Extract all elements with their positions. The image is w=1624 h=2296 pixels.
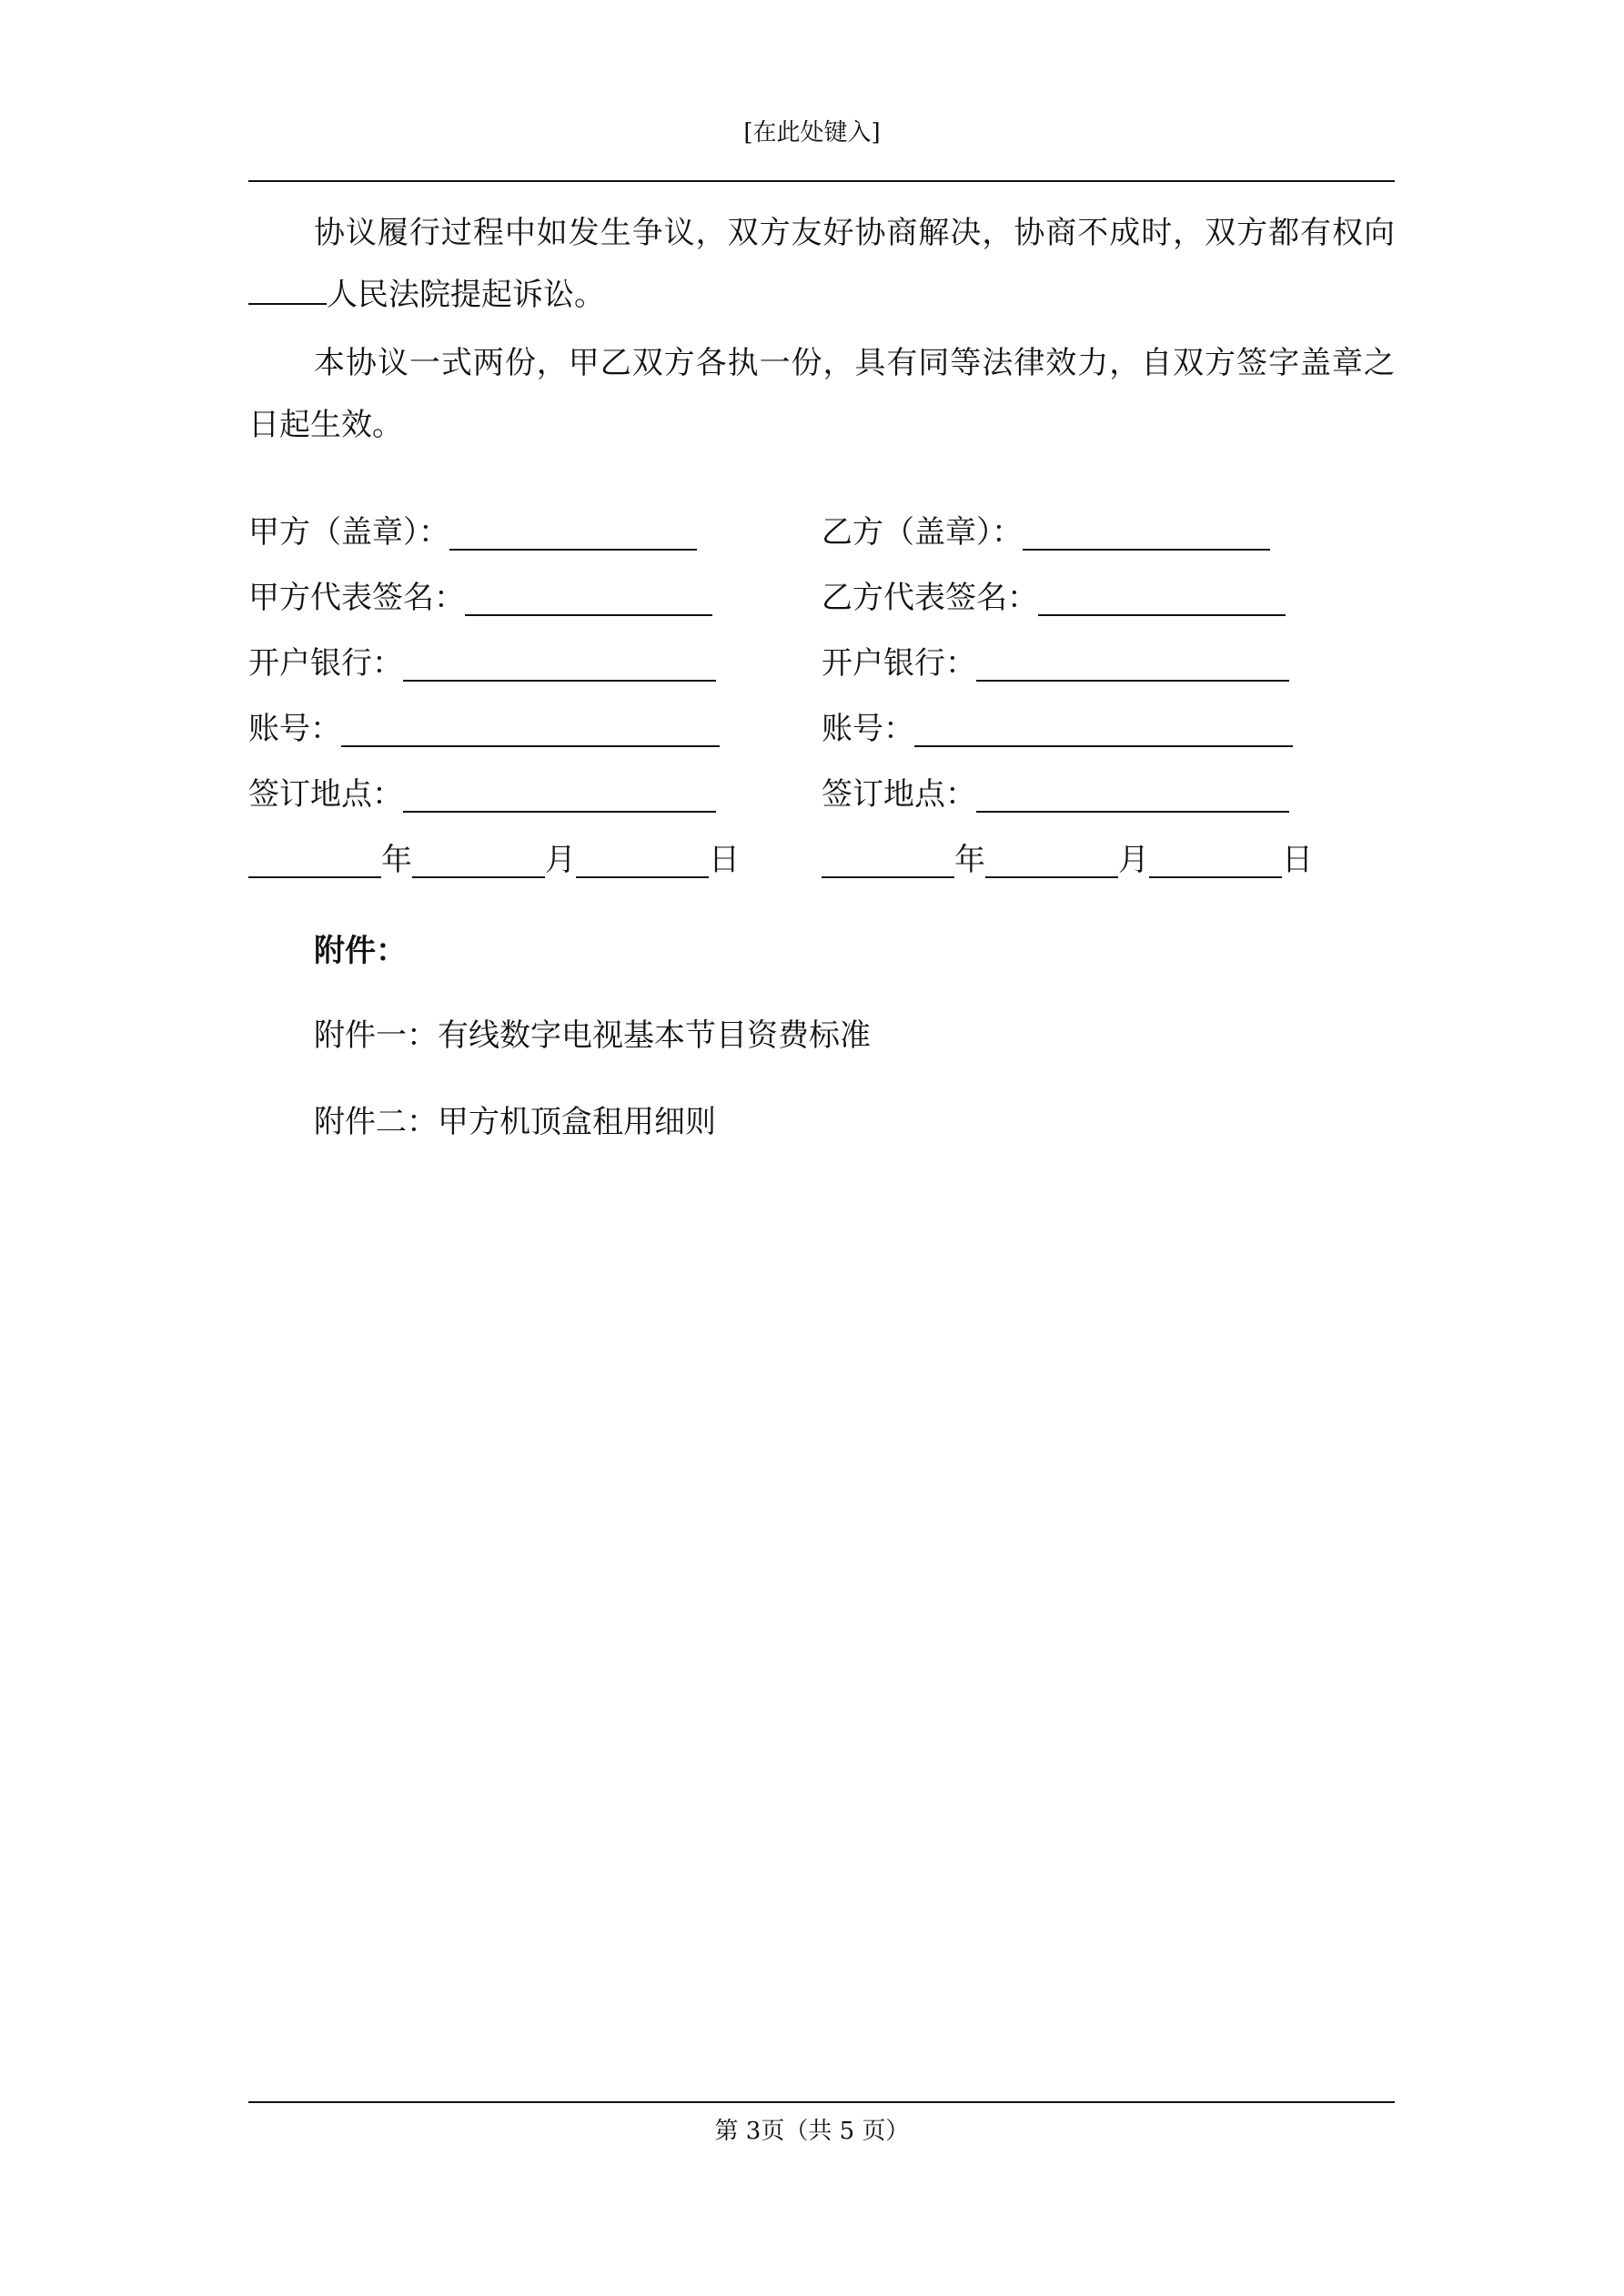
party-a-bank-label: 开户银行： [248,645,403,682]
party-a-day-field[interactable] [576,833,709,878]
header-divider [248,180,1395,182]
party-b-account-label: 账号： [822,711,914,747]
party-a-account-row [248,702,794,767]
party-a-month-field[interactable] [412,833,545,878]
party-a-seal-label: 甲方（盖章）： [248,514,449,551]
court-name-blank[interactable] [248,276,327,305]
party-a-day-label: 日 [709,842,740,878]
party-b-day-label: 日 [1282,842,1313,878]
footer-divider [248,2101,1395,2103]
party-b-seal-row [822,505,1367,571]
party-b-year-field[interactable] [822,833,954,878]
party-a-representative-field[interactable] [465,571,712,616]
page-number-footer: 第 3页（共 5 页） [714,2118,910,2145]
party-a-representative-row [248,571,794,636]
validity-clause-paragraph: 本协议一式两份，甲乙双方各执一份，具有同等法律效力，自双方签字盖章之日起生效。 [248,345,1395,443]
party-b-seal-label: 乙方（盖章）： [822,514,1023,551]
attachments-title: 附件： [314,933,407,969]
party-b-month-label: 月 [1118,842,1149,878]
party-b-account-row [822,702,1367,767]
attachment-item-2: 附件二：甲方机顶盒租用细则 [314,1104,716,1140]
party-a-place-row [248,767,794,833]
party-b-representative-row [822,571,1367,636]
party-b-bank-row [822,636,1367,702]
party-b-seal-field[interactable] [1023,505,1270,551]
party-a-account-label: 账号： [248,711,341,747]
party-a-month-label: 月 [545,842,576,878]
dispute-clause-text-before: 协议履行过程中如发生争议，双方友好协商解决，协商不成时，双方都有权向 [314,215,1395,251]
party-b-signature-block [822,505,1367,898]
dispute-clause-text-after: 人民法院提起诉讼。 [327,277,605,313]
party-b-place-label: 签订地点： [822,776,976,813]
party-b-bank-label: 开户银行： [822,645,976,682]
party-a-seal-field[interactable] [449,505,697,551]
party-a-bank-row [248,636,794,702]
party-b-day-field[interactable] [1149,833,1282,878]
party-a-year-label: 年 [381,842,412,878]
party-b-month-field[interactable] [985,833,1118,878]
party-a-seal-row [248,505,794,571]
party-b-place-field[interactable] [976,767,1289,813]
party-b-place-row [822,767,1367,833]
party-b-date-row [822,833,1367,898]
party-a-signature-block [248,505,794,898]
party-b-bank-field[interactable] [976,636,1289,682]
page-header: [在此处键入] [743,119,881,147]
party-a-place-field[interactable] [403,767,716,813]
party-a-place-label: 签订地点： [248,776,403,813]
attachment-item-1: 附件一：有线数字电视基本节目资费标准 [314,1017,871,1054]
party-a-bank-field[interactable] [403,636,716,682]
party-a-date-row [248,833,794,898]
dispute-clause-paragraph [248,202,1395,326]
party-a-year-field[interactable] [248,833,381,878]
party-b-account-field[interactable] [914,702,1293,747]
party-b-representative-label: 乙方代表签名： [822,580,1038,616]
party-b-year-label: 年 [954,842,985,878]
party-b-representative-field[interactable] [1038,571,1286,616]
party-a-representative-label: 甲方代表签名： [248,580,465,616]
party-a-account-field[interactable] [341,702,720,747]
